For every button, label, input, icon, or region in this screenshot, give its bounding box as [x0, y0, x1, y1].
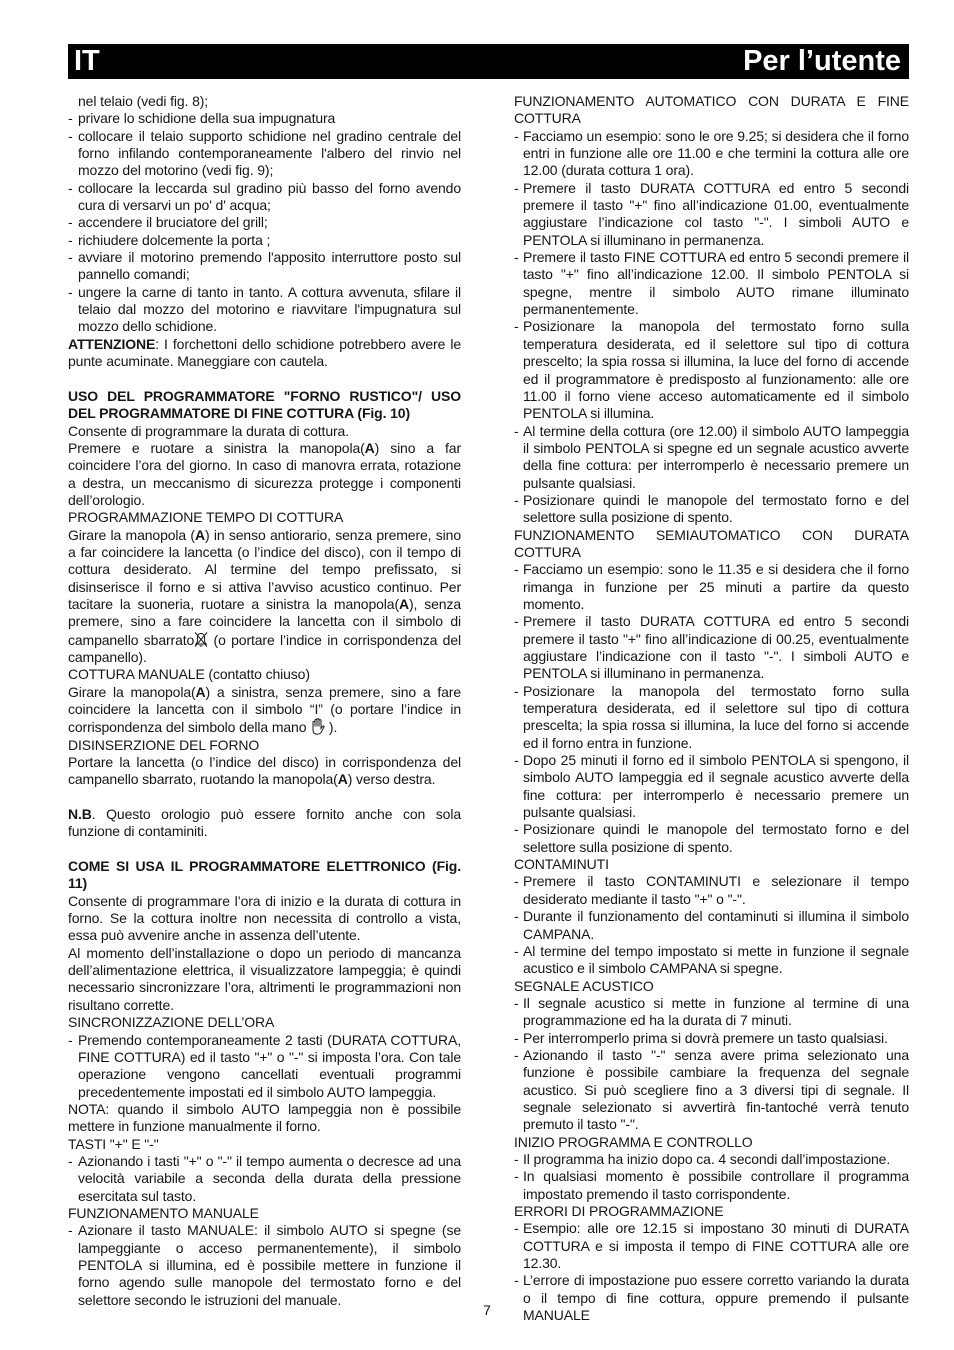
- paragraph: [514, 1203, 909, 1220]
- list-item: [68, 180, 461, 215]
- blank-line: [68, 841, 461, 858]
- list-dash: -: [514, 1272, 519, 1289]
- list-item: [514, 1168, 909, 1203]
- list-dash: -: [68, 179, 73, 196]
- text-run: collocare la leccarda sul gradino più basso del forno avendo cura di versarvi un po' d' acqua;: [78, 179, 461, 214]
- list-dash: -: [68, 1222, 73, 1239]
- language-code: IT: [74, 45, 100, 77]
- text-run: Il segnale acustico si mette in funzione al termine di una programmazione ed ha la durata di 7 minuti.: [523, 994, 909, 1029]
- text-run: FUNZIONAMENTO SEMIAUTOMATICO CON DURATA COTTURA: [514, 526, 909, 560]
- text-run: SINCRONIZZAZIONE DELL’ORA: [68, 1014, 275, 1031]
- paragraph: [68, 737, 461, 754]
- text-run: ) in senso antiorario, senza premere, sino a far coincidere la lancetta (o l’indice del disco), con il tempo di cottura desiderato. Al termine del tempo prefissato, si disinserisce il forno e si attiva l’avviso acustico continuo. Per tacitare la suoneria, ruotare a sinistra la manopola(: [68, 526, 461, 612]
- list-dash: -: [514, 561, 519, 578]
- list-item: [514, 1030, 909, 1047]
- list-dash: -: [514, 613, 519, 630]
- list-item: [68, 110, 461, 127]
- list-dash: -: [514, 994, 519, 1011]
- text-run: richiudere dolcemente la porta ;: [78, 231, 271, 248]
- bold-text: A: [195, 683, 206, 700]
- text-run: ERRORI DI PROGRAMMAZIONE: [514, 1203, 724, 1219]
- paragraph: [68, 440, 461, 509]
- paragraph: [68, 893, 461, 945]
- text-run: avviare il motorino premendo l'apposito interruttore posto sul pannello comandi;: [78, 249, 461, 283]
- text-run: ungere la carne di tanto in tanto. A cottura avvenuta, sfilare il telaio dal mozzo del motorino e riavvitare l'impugnatura sul mozzo dello schidione.: [78, 283, 461, 335]
- paragraph: [514, 1134, 909, 1151]
- text-run: accendere il bruciatore del grill;: [78, 214, 268, 231]
- text-run: Portare la lancetta (o l’indice del disco) in corrispondenza del campanello sbarrato, ruotando la manopola(: [68, 754, 461, 788]
- text-run: privare lo schidione della sua impugnatura: [78, 110, 336, 127]
- paragraph: [68, 1205, 461, 1222]
- bold-text: A: [364, 439, 375, 456]
- list-dash: -: [514, 127, 519, 144]
- text-run: Premere e ruotare a sinistra la manopola(: [68, 439, 365, 456]
- text-run: CONTAMINUTI: [514, 856, 609, 873]
- text-run: COTTURA MANUALE (contatto chiuso): [68, 666, 310, 683]
- list-item: [514, 752, 909, 821]
- list-item: [514, 318, 909, 422]
- paragraph: [68, 1136, 461, 1153]
- blank-line: [68, 789, 461, 806]
- list-item: [514, 1047, 909, 1134]
- text-run: Premendo contemporaneamente 2 tasti (DURATA COTTURA, FINE COTTURA) ed il tasto "+" o "-" si imposta l’ora. Con tale operazione vengono cancellati eventuali programmi precedentemente impostati ed il simbolo AUTO lampeggia.: [78, 1031, 461, 1100]
- bold-text: A: [337, 771, 348, 788]
- list-item: [514, 423, 909, 492]
- paragraph: [68, 754, 461, 789]
- list-dash: -: [514, 682, 519, 699]
- paragraph: [68, 666, 461, 683]
- list-dash: -: [514, 942, 519, 959]
- text-run: collocare il telaio supporto schidione nel gradino centrale del forno infilando contemporaneamente l'albero del rinvio nel mozzo del motorino (vedi fig. 9);: [78, 127, 461, 179]
- paragraph: [68, 509, 461, 526]
- page-title: Per l’utente: [743, 45, 901, 77]
- list-dash: -: [514, 491, 519, 508]
- paragraph: [514, 93, 909, 128]
- paragraph: [68, 806, 461, 841]
- text-run: Esempio: alle ore 12.15 si impostano 30 minuti di DURATA COTTURA e si imposta il tempo di FINE COTTURA alle ore 12.30.: [523, 1220, 909, 1272]
- paragraph: [68, 527, 461, 667]
- list-item: [68, 1222, 461, 1309]
- text-run: Consente di programmare la durata di cottura.: [68, 422, 349, 439]
- paragraph: [68, 684, 461, 737]
- list-item: [514, 492, 909, 527]
- text-run: (o portare l’indice in corrispondenza del campanello).: [68, 631, 461, 665]
- text-run: ) verso destra.: [347, 771, 436, 788]
- text-run: Al momento dell’installazione o dopo un periodo di mancanza dell’alimentazione elettrica, il visualizzatore lampeggia; è quindi necessario sincronizzare l’ora, altrimenti le programmazioni non risultano corrette.: [68, 944, 461, 1013]
- text-run: Al termine del tempo impostato si mette in funzione il segnale acustico e il simbolo CAMPANA si spegne.: [523, 942, 909, 977]
- bold-text: N.B: [68, 806, 92, 823]
- list-item: [514, 821, 909, 856]
- text-run: Dopo 25 minuti il forno ed il simbolo PENTOLA si spengono, il simbolo AUTO lampeggia ed il segnale acustico avverte della fine cottura: per interromperlo è necessario premere un pulsante qualsiasi.: [523, 752, 909, 821]
- list-dash: -: [68, 1152, 73, 1169]
- text-run: Il programma ha inizio dopo ca. 4 secondi dall’impostazione.: [523, 1150, 891, 1167]
- list-dash: -: [68, 1031, 73, 1048]
- list-item: [514, 943, 909, 978]
- text-run: ) sino a far coincidere l’ora del giorno. In caso di manovra errata, rotazione a destra, un meccanismo di sicurezza protegge i componenti dell’orologio.: [68, 439, 461, 508]
- list-dash: -: [68, 214, 73, 231]
- list-dash: -: [514, 752, 519, 769]
- list-dash: -: [514, 318, 519, 335]
- list-dash: -: [514, 1150, 519, 1167]
- list-item: [514, 613, 909, 682]
- text-run: Posizionare quindi le manopole del termostato forno e del selettore sulla posizione di spento.: [523, 821, 909, 855]
- list-dash: -: [68, 127, 73, 144]
- text-run: Azionando i tasti "+" o "-" il tempo aumenta o decresce ad una velocità variabile a seconda della durata della pressione esercitata sul tasto.: [78, 1152, 461, 1204]
- bold-text: ATTENZIONE: [68, 335, 156, 352]
- text-run: Girare la manopola(: [68, 683, 196, 700]
- list-item-continuation: [68, 93, 461, 110]
- text-run: SEGNALE ACUSTICO: [514, 977, 654, 994]
- list-dash: -: [514, 1220, 519, 1237]
- paragraph: [514, 856, 909, 873]
- text-run: . Questo orologio può essere fornito anche con sola funzione di contaminiti.: [68, 806, 461, 840]
- list-dash: -: [514, 873, 519, 890]
- text-run: : I forchettoni dello schidione potrebbero avere le punte acuminate. Maneggiare con cautela.: [68, 335, 461, 370]
- text-run: Azionare il tasto MANUALE: il simbolo AUTO si spegne (se lampeggiante o acceso permanentemente), il simbolo PENTOLA si illumina, ed è possibile mettere in funzione il forno agendo sulle manopole del termostato forno e del selettore secondo le istruzioni del manuale.: [78, 1222, 461, 1308]
- list-item: [68, 284, 461, 336]
- page-number: 7: [483, 1302, 491, 1318]
- hand-icon: [310, 718, 325, 735]
- bold-text: A: [398, 595, 409, 612]
- text-run: Posizionare quindi le manopole del termostato forno e del selettore sulla posizione di spento.: [523, 491, 909, 526]
- text-run: Girare la manopola (: [68, 526, 195, 543]
- paragraph: [68, 336, 461, 371]
- header-bar: [68, 44, 909, 79]
- crossed-bell-icon: [194, 631, 208, 648]
- text-run: COME SI USA IL PROGRAMMATORE ELETTRONICO (Fig. 11): [68, 858, 461, 892]
- text-run: ) a sinistra, senza premere, sino a fare coincidere la lancetta con il simbolo “I” (o portare l’indice in corrispondenza del simbolo della mano: [68, 683, 461, 736]
- list-dash: -: [68, 283, 73, 300]
- list-item: [68, 249, 461, 284]
- list-item: [514, 1272, 909, 1324]
- text-run: DISINSERZIONE DEL FORNO: [68, 736, 260, 753]
- text-run: Al termine della cottura (ore 12.00) il simbolo AUTO lampeggia il simbolo PENTOLA si spegne ed un segnale acustico avverte della fine cottura: per interromperlo è necessario premere un pulsante qualsiasi.: [523, 422, 909, 491]
- list-item: [68, 1032, 461, 1101]
- section-heading: [68, 388, 461, 423]
- list-item: [514, 1220, 909, 1272]
- text-run: Premere il tasto CONTAMINUTI e selezionare il tempo desiderato mediante il tasto "+" o "-".: [523, 873, 909, 907]
- list-dash: -: [514, 1029, 519, 1046]
- paragraph: [68, 945, 461, 1014]
- list-dash: -: [514, 1046, 519, 1063]
- list-item: [514, 908, 909, 943]
- text-run: USO DEL PROGRAMMATORE "FORNO RUSTICO"/ USO DEL PROGRAMMATORE DI FINE COTTURA (Fig. 10): [68, 387, 461, 422]
- text-run: Posizionare la manopola del termostato forno sulla temperatura desiderata, ed il selettore sul tipo di cottura prescelta; la spia rossa si illumina, la luce del forno si accende ed il forno entra in funzione.: [523, 682, 909, 751]
- list-item: [514, 561, 909, 613]
- list-item: [514, 180, 909, 249]
- section-heading: [68, 858, 461, 893]
- list-item: [68, 128, 461, 180]
- list-dash: -: [514, 422, 519, 439]
- blank-line: [68, 371, 461, 388]
- text-run: ), senza premere, sino a fare coincidere la lancetta con il simbolo di campanello sbarrato: [68, 595, 461, 648]
- text-run: Facciamo un esempio: sono le ore 9.25; si desidera che il forno entri in funzione alle ore 11.00 e che termini la cottura alle ore 12.00 (durata cottura 1 ora).: [523, 127, 909, 179]
- bold-text: A: [194, 526, 205, 543]
- list-item: [68, 1153, 461, 1205]
- text-run: Premere il tasto DURATA COTTURA ed entro 5 secondi premere il tasto "+" fino all’indicazione 01.00, eventualmente aggiustare l’indicazione col tasto "-". I simboli AUTO e PENTOLA si illuminano in permanenza.: [523, 179, 909, 248]
- list-dash: -: [514, 1168, 519, 1185]
- text-run: Facciamo un esempio: sono le 11.35 e si desidera che il forno rimanga in funzione per 25 minuti a partire da questo momento.: [523, 561, 909, 612]
- list-dash: -: [514, 179, 519, 196]
- text-run: Posizionare la manopola del termostato forno sulla temperatura desiderata, ed il selettore sul tipo di cottura prescelto; la spia rossa si illumina, la luce del forno di accende ed il programmatore è predisposto al funzionamento: alle ore 11.00 il forno viene acceso automaticamente ed il simbolo PENTOLA si illumina.: [523, 318, 909, 422]
- paragraph: [514, 978, 909, 995]
- left-column: [68, 93, 461, 1309]
- text-run: FUNZIONAMENTO AUTOMATICO CON DURATA E FINE COTTURA: [514, 93, 909, 127]
- list-dash: -: [68, 110, 73, 127]
- list-item: [68, 214, 461, 231]
- list-dash: -: [514, 908, 519, 925]
- list-dash: -: [68, 231, 73, 248]
- text-run: FUNZIONAMENTO MANUALE: [68, 1204, 259, 1221]
- list-dash: -: [68, 249, 73, 266]
- list-item: [514, 249, 909, 318]
- list-item: [514, 683, 909, 752]
- paragraph: [68, 423, 461, 440]
- text-run: Durante il funzionamento del contaminuti si illumina il simbolo CAMPANA.: [523, 908, 909, 942]
- text-run: L’errore di impostazione puo essere corretto variando la durata o il tempo di fine cottura, oppure premendo il pulsante MANUALE: [523, 1272, 909, 1324]
- paragraph: [514, 527, 909, 562]
- list-item: [514, 873, 909, 908]
- text-run: Per interromperlo prima si dovrà premere un tasto qualsiasi.: [523, 1029, 888, 1046]
- right-column: [514, 93, 909, 1324]
- list-item: [514, 1151, 909, 1168]
- paragraph: [68, 1101, 461, 1136]
- list-dash: -: [514, 821, 519, 838]
- list-dash: -: [514, 249, 519, 266]
- text-run: NOTA: quando il simbolo AUTO lampeggia non è possibile mettere in funzione manualmente il forno.: [68, 1100, 461, 1135]
- text-run: TASTI "+" E "-": [68, 1135, 159, 1152]
- text-run: nel telaio (vedi fig. 8);: [78, 93, 209, 109]
- list-item: [514, 128, 909, 180]
- text-run: Azionando il tasto "-" senza avere prima selezionato una funzione è possibile cambiare la frequenza del segnale acustico. Si può scegliere fino a 3 diversi tipi di segnale. Il segnale selezionato si avvertirà fin-tantoché verrà tenuto premuto il tasto "-".: [523, 1046, 909, 1133]
- text-run: PROGRAMMAZIONE TEMPO DI COTTURA: [68, 509, 344, 526]
- text-run: In qualsiasi momento è possibile controllare il programma impostato premendo il tasto corrispondente.: [523, 1168, 909, 1202]
- text-run: Premere il tasto FINE COTTURA ed entro 5 secondi premere il tasto "+" fino all’indicazione 12.00. Il simbolo PENTOLA si spegne, mentre il simbolo AUTO rimane illuminato permanentemente.: [523, 249, 909, 318]
- list-item: [68, 232, 461, 249]
- list-item: [514, 995, 909, 1030]
- paragraph: [68, 1014, 461, 1031]
- text-run: Consente di programmare l’ora di inizio e la durata di cottura in forno. Se la cottura inoltre non necessita di controllo a vista, essa può avvenire anche in assenza dell’utente.: [68, 892, 461, 944]
- text-run: INIZIO PROGRAMMA E CONTROLLO: [514, 1133, 753, 1150]
- text-run: Premere il tasto DURATA COTTURA ed entro 5 secondi premere il tasto "+" fino all’indicazione di 00.25, eventualmente aggiustare l’indicazione con il tasto "-". I simboli AUTO e PENTOLA si illuminano in permanenza.: [523, 613, 909, 682]
- text-run: ).: [325, 719, 338, 736]
